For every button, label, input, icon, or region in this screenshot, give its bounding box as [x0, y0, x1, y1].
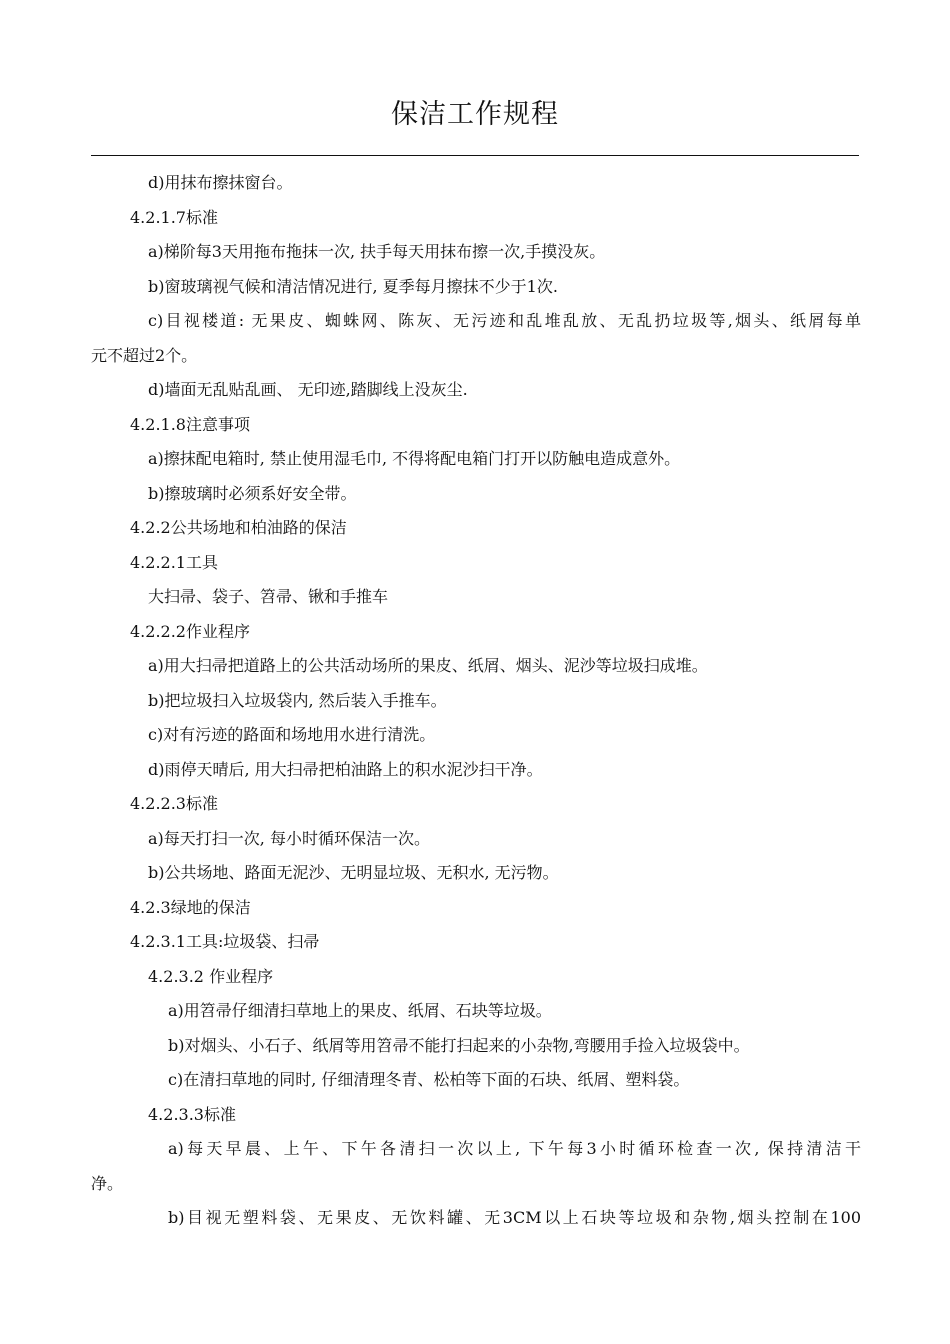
section-heading: 4.2.3.3标准 — [148, 1104, 236, 1124]
text-line: a)擦抹配电箱时, 禁止使用湿毛巾, 不得将配电箱门打开以防触电造成意外。 — [148, 449, 681, 468]
text-line: c)目视楼道: 无果皮、蜘蛛网、陈灰、无污迹和乱堆乱放、无乱扔垃圾等,烟头、纸屑每单 — [148, 311, 861, 330]
text-line: b)目视无塑料袋、无果皮、无饮料罐、无3CM以上石块等垃圾和杂物,烟头控制在100 — [168, 1208, 861, 1227]
text-line: 元不超过2个。 — [91, 345, 198, 365]
section-heading: 4.2.1.8注意事项 — [130, 414, 250, 434]
text-line: 大扫帚、袋子、笤帚、锹和手推车 — [148, 587, 389, 606]
section-heading: 4.2.1.7标准 — [130, 207, 218, 227]
text-line: b)窗玻璃视气候和清洁情况进行, 夏季每月擦抹不少于1次. — [148, 276, 558, 296]
text-line: b)把垃圾扫入垃圾袋内, 然后装入手推车。 — [148, 690, 447, 710]
section-heading: 4.2.2.1工具 — [130, 552, 218, 572]
section-heading: 4.2.3绿地的保洁 — [130, 897, 251, 917]
text-line: d)雨停天晴后, 用大扫帚把柏油路上的积水泥沙扫干净。 — [148, 759, 543, 779]
text-line: c)对有污迹的路面和场地用水进行清洗。 — [148, 725, 436, 744]
text-line: d)墙面无乱贴乱画、 无印迹,踏脚线上没灰尘. — [148, 380, 468, 399]
section-heading: 4.2.2.2作业程序 — [130, 621, 250, 641]
section-heading: 4.2.3.2 作业程序 — [148, 966, 274, 986]
text-line: b)擦玻璃时必须系好安全带。 — [148, 483, 357, 503]
text-line: a)梯阶每3天用拖布拖抹一次, 扶手每天用抹布擦一次,手摸没灰。 — [148, 242, 606, 261]
text-line: a)每天早晨、上午、下午各清扫一次以上, 下午每3小时循环检查一次, 保持清洁干 — [168, 1139, 861, 1158]
text-line: b)公共场地、路面无泥沙、无明显垃圾、无积水, 无污物。 — [148, 863, 559, 882]
document-body — [91, 166, 861, 1236]
section-heading: 4.2.2.3标准 — [130, 794, 218, 813]
section-heading: 4.2.3.1工具:垃圾袋、扫帚 — [130, 932, 320, 951]
page-title: 保洁工作规程 — [391, 99, 559, 130]
text-line: b)对烟头、小石子、纸屑等用笤帚不能打扫起来的小杂物,弯腰用手捡入垃圾袋中。 — [168, 1035, 750, 1055]
text-line: a)用笤帚仔细清扫草地上的果皮、纸屑、石块等垃圾。 — [168, 1001, 552, 1020]
section-heading: 4.2.2公共场地和柏油路的保洁 — [130, 518, 347, 537]
text-line: d)用抹布擦抹窗台。 — [148, 173, 293, 192]
text-line: 净。 — [91, 1173, 124, 1193]
text-line: a)用大扫帚把道路上的公共活动场所的果皮、纸屑、烟头、泥沙等垃圾扫成堆。 — [148, 656, 708, 675]
header-divider — [91, 155, 859, 156]
text-line: c)在清扫草地的同时, 仔细清理冬青、松柏等下面的石块、纸屑、塑料袋。 — [168, 1070, 690, 1089]
text-line: a)每天打扫一次, 每小时循环保洁一次。 — [148, 828, 430, 848]
